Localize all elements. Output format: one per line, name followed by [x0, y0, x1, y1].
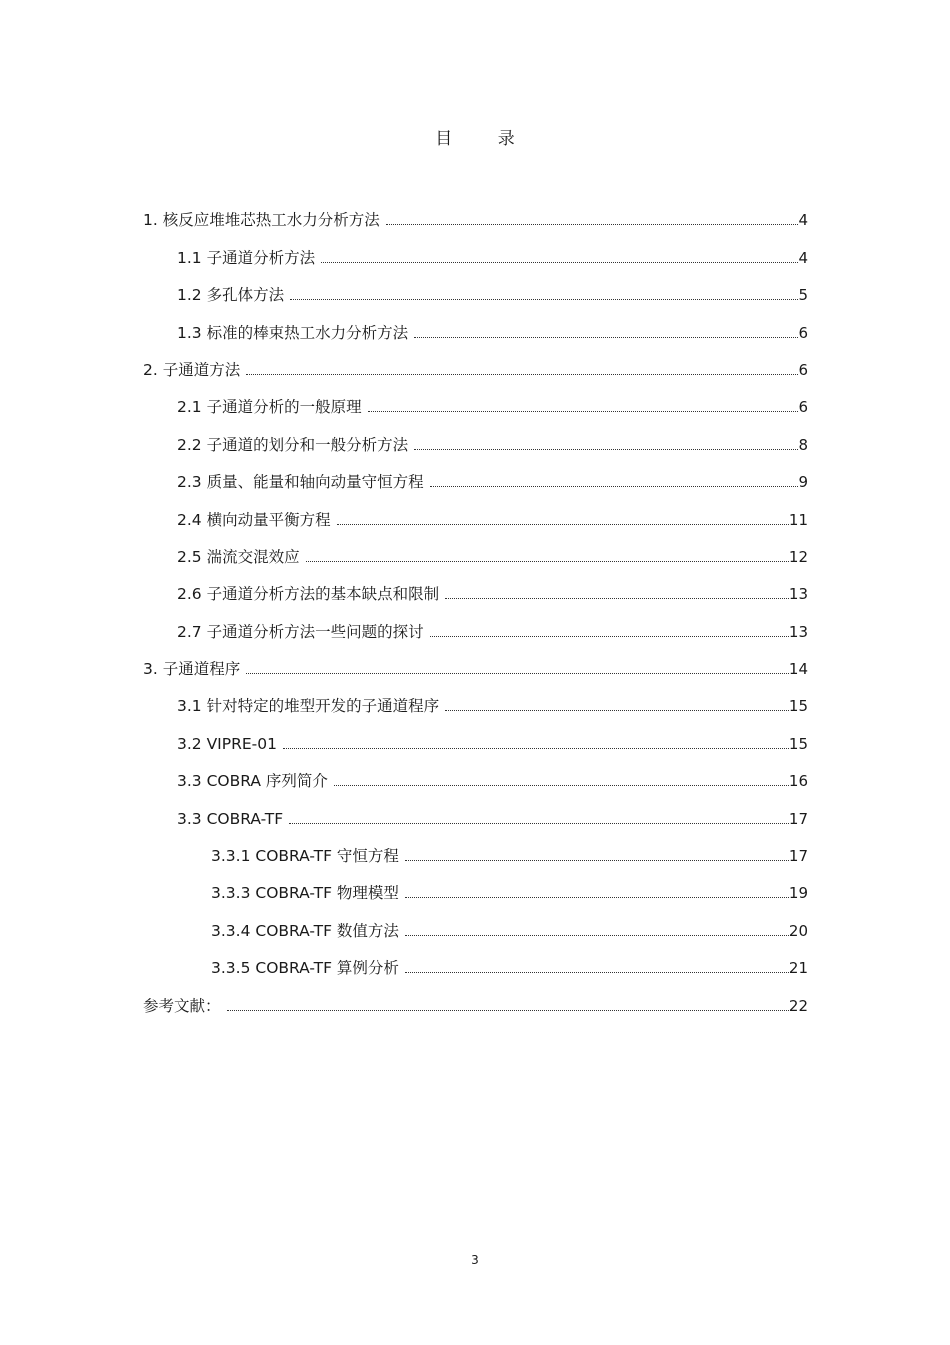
toc-entry[interactable] [0, 716, 950, 753]
toc-entry-label: 2.5 湍流交混效应 [177, 547, 306, 567]
toc-entry-page-number: 21 [788, 959, 808, 978]
toc-entry-page-number: 5 [798, 286, 808, 305]
toc-entry[interactable] [0, 455, 950, 492]
toc-entry-label: 1.2 多孔体方法 [177, 285, 290, 305]
toc-entry-label: 2.3 质量、能量和轴向动量守恒方程 [177, 472, 430, 492]
toc-entry-page-number: 16 [788, 772, 808, 791]
dot-leader [445, 597, 789, 599]
toc-entry-page-number: 14 [788, 660, 808, 679]
toc-entry-label: 2. 子通道方法 [143, 360, 246, 380]
toc-entry[interactable] [0, 343, 950, 380]
toc-entry[interactable] [0, 829, 950, 866]
toc-entry[interactable] [0, 642, 950, 679]
toc-entry[interactable] [0, 978, 950, 1015]
dot-leader [321, 261, 798, 263]
toc-entry-label: 3.3.1 COBRA-TF 守恒方程 [211, 846, 405, 866]
dot-leader [386, 223, 799, 225]
dot-leader [337, 523, 789, 525]
toc-entry-page-number: 6 [798, 398, 808, 417]
toc-entry-page-number: 20 [788, 921, 808, 940]
dot-leader [283, 747, 789, 749]
toc-entry-page-number: 8 [798, 435, 808, 454]
toc-entry[interactable] [0, 230, 950, 267]
dot-leader [405, 896, 789, 898]
toc-entry[interactable] [0, 380, 950, 417]
dot-leader [289, 822, 789, 824]
toc-entry-page-number: 12 [788, 547, 808, 566]
toc-title: 目 录 [435, 129, 535, 149]
dot-leader [246, 672, 789, 674]
toc-entry-label: 3.3 COBRA 序列简介 [177, 771, 334, 791]
toc-entry-label: 2.1 子通道分析的一般原理 [177, 397, 368, 417]
dot-leader [306, 560, 789, 562]
table-of-contents [0, 193, 950, 1016]
toc-entry-label: 3.3.5 COBRA-TF 算例分析 [211, 958, 405, 978]
toc-entry[interactable] [0, 679, 950, 716]
toc-entry-label: 2.7 子通道分析方法一些问题的探讨 [177, 622, 430, 642]
toc-entry[interactable] [0, 417, 950, 454]
toc-entry[interactable] [0, 941, 950, 978]
toc-entry-page-number: 17 [788, 809, 808, 828]
toc-entry-page-number: 19 [788, 884, 808, 903]
dot-leader [246, 373, 798, 375]
toc-entry-label: 1. 核反应堆堆芯热工水力分析方法 [143, 210, 386, 230]
toc-entry[interactable] [0, 903, 950, 940]
toc-entry-label: 2.6 子通道分析方法的基本缺点和限制 [177, 584, 445, 604]
toc-entry-page-number: 15 [788, 734, 808, 753]
dot-leader [414, 448, 798, 450]
toc-entry-label: 3. 子通道程序 [143, 659, 246, 679]
toc-entry-label: 1.1 子通道分析方法 [177, 248, 321, 268]
toc-entry-label: 参考文献： [143, 996, 227, 1016]
toc-entry-page-number: 6 [798, 360, 808, 379]
toc-entry[interactable] [0, 604, 950, 641]
dot-leader [430, 635, 789, 637]
page-number: 3 [471, 1253, 479, 1267]
toc-entry[interactable] [0, 754, 950, 791]
toc-entry-page-number: 6 [798, 323, 808, 342]
dot-leader [405, 971, 789, 973]
toc-entry-label: 3.2 VIPRE-01 [177, 734, 283, 754]
toc-entry[interactable] [0, 193, 950, 230]
toc-entry-page-number: 9 [798, 473, 808, 492]
dot-leader [405, 934, 789, 936]
toc-entry[interactable] [0, 268, 950, 305]
toc-entry-label: 2.4 横向动量平衡方程 [177, 510, 337, 530]
toc-entry-page-number: 17 [788, 847, 808, 866]
dot-leader [405, 859, 789, 861]
dot-leader [334, 784, 789, 786]
toc-entry-page-number: 4 [798, 211, 808, 230]
toc-entry[interactable] [0, 530, 950, 567]
toc-entry-label: 1.3 标准的棒束热工水力分析方法 [177, 323, 414, 343]
toc-entry-label: 3.3.4 COBRA-TF 数值方法 [211, 921, 405, 941]
toc-entry-label: 2.2 子通道的划分和一般分析方法 [177, 435, 414, 455]
dot-leader [227, 1009, 789, 1011]
dot-leader [290, 298, 798, 300]
toc-entry-label: 3.1 针对特定的堆型开发的子通道程序 [177, 696, 445, 716]
toc-entry-label: 3.3 COBRA-TF [177, 809, 289, 829]
toc-entry[interactable] [0, 866, 950, 903]
toc-entry-label: 3.3.3 COBRA-TF 物理模型 [211, 883, 405, 903]
toc-entry[interactable] [0, 791, 950, 828]
dot-leader [430, 485, 799, 487]
toc-entry-page-number: 22 [788, 996, 808, 1015]
dot-leader [368, 410, 799, 412]
toc-entry[interactable] [0, 567, 950, 604]
toc-entry[interactable] [0, 305, 950, 342]
toc-entry-page-number: 13 [788, 585, 808, 604]
toc-entry-page-number: 4 [798, 248, 808, 267]
toc-entry-page-number: 11 [788, 510, 808, 529]
toc-entry-page-number: 13 [788, 622, 808, 641]
toc-entry-page-number: 15 [788, 697, 808, 716]
toc-entry[interactable] [0, 492, 950, 529]
dot-leader [445, 709, 789, 711]
dot-leader [414, 336, 798, 338]
